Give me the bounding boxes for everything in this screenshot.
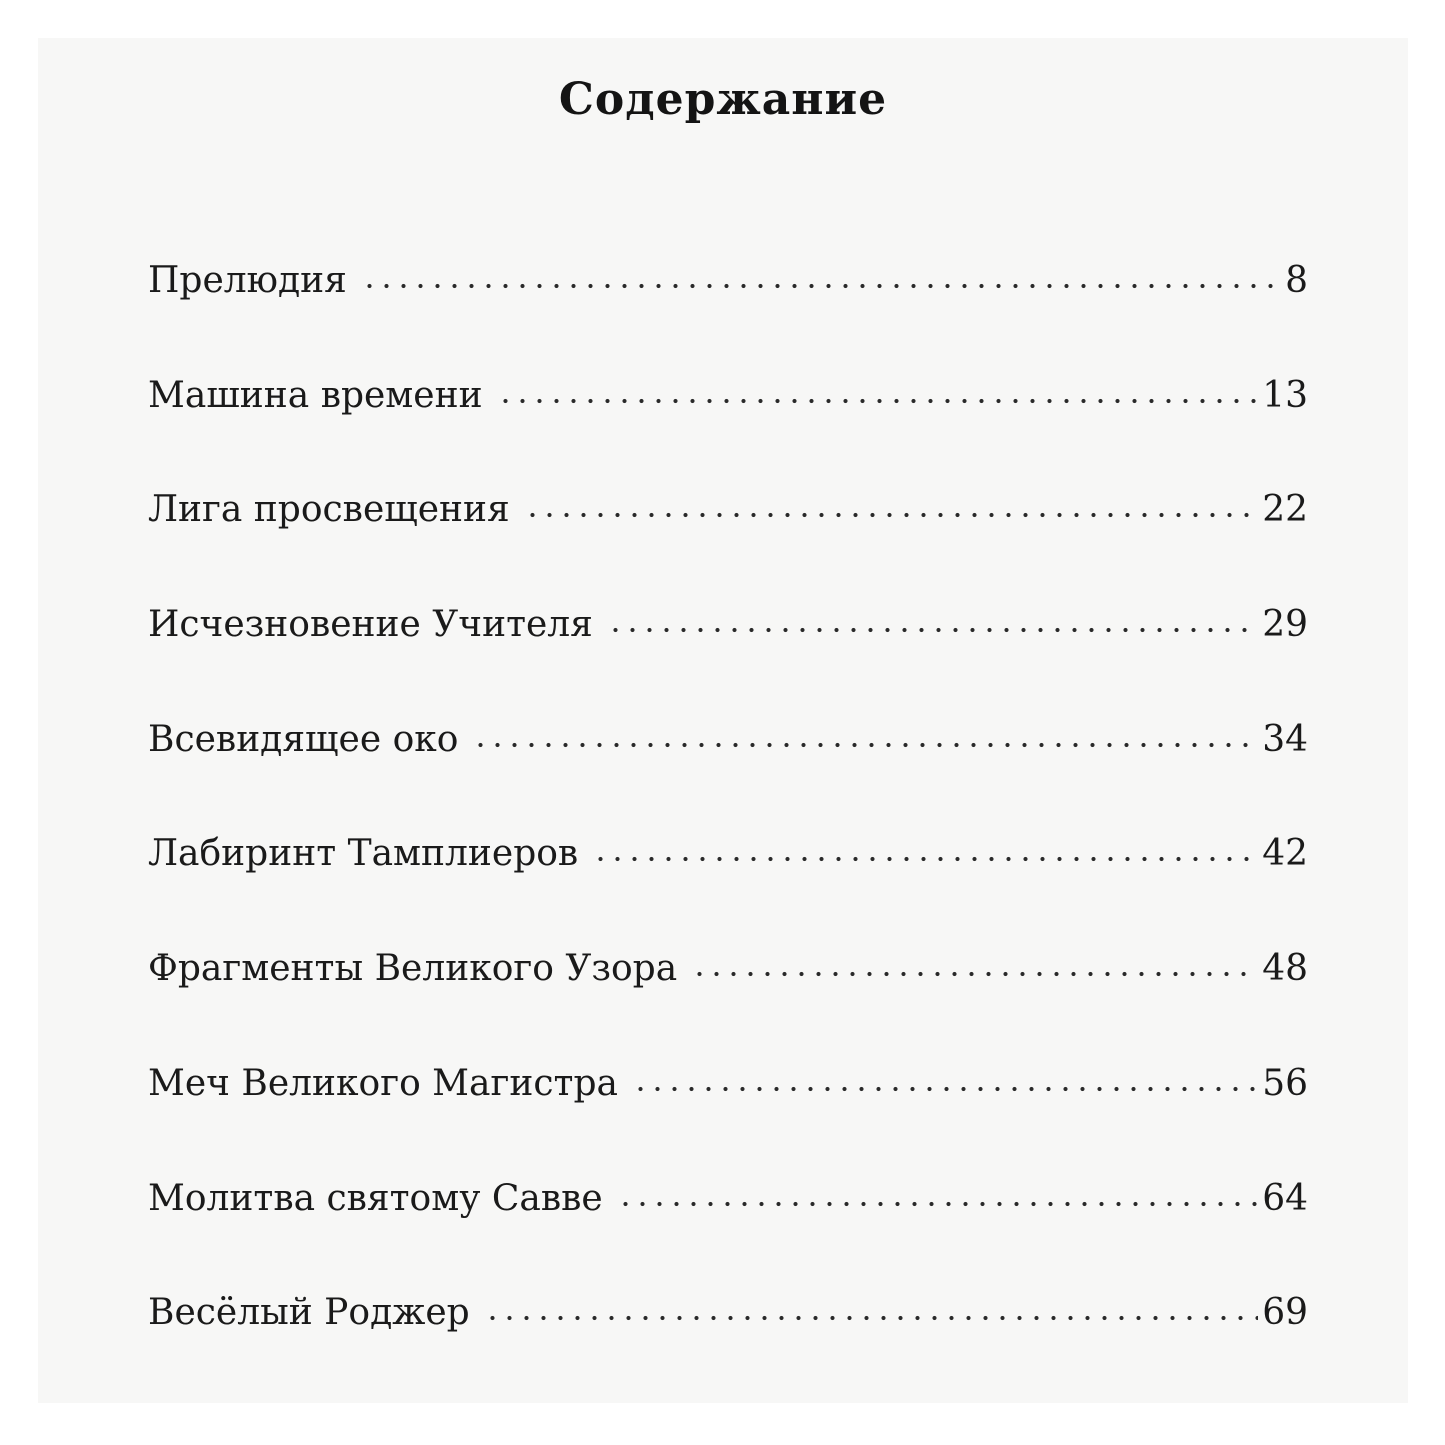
toc-entry-title: Машина времени: [148, 374, 483, 416]
toc-entry: [148, 948, 1308, 1063]
toc-entry-title: Прелюдия: [148, 260, 347, 301]
dot-leader: [607, 627, 1258, 633]
toc-entry-title: Лига просвещения: [148, 489, 510, 531]
toc-entry: [148, 719, 1308, 834]
toc-entry-page: 48: [1262, 948, 1308, 990]
table-of-contents: [148, 260, 1308, 1407]
toc-entry: [148, 1292, 1308, 1407]
toc-entry: [148, 375, 1308, 490]
dot-leader: [361, 283, 1281, 289]
toc-entry: [148, 1178, 1308, 1293]
toc-entry-page: 13: [1262, 374, 1308, 416]
toc-entry-page: 42: [1262, 833, 1308, 875]
toc-entry-title: Фрагменты Великого Узора: [148, 948, 678, 990]
toc-entry-page: 29: [1262, 604, 1308, 646]
toc-entry-title: Молитва святому Савве: [148, 1177, 603, 1219]
dot-leader: [484, 1315, 1258, 1321]
toc-entry-page: 8: [1285, 260, 1308, 301]
toc-entry-title: Меч Великого Магистра: [148, 1062, 618, 1104]
dot-leader: [617, 1201, 1258, 1207]
toc-entry: [148, 604, 1308, 719]
toc-entry-page: 69: [1262, 1292, 1308, 1334]
dot-leader: [691, 971, 1258, 977]
dot-leader: [592, 856, 1258, 862]
toc-entry-title: Лабиринт Тамплиеров: [148, 833, 579, 875]
toc-entry: [148, 1063, 1308, 1178]
page-title: Содержание: [558, 74, 888, 125]
dot-leader: [524, 512, 1258, 518]
toc-entry-page: 22: [1262, 489, 1308, 531]
toc-entry: [148, 833, 1308, 948]
toc-entry-title: Весёлый Роджер: [148, 1292, 470, 1334]
toc-entry-page: 64: [1262, 1177, 1308, 1219]
toc-entry: [148, 260, 1308, 375]
dot-leader: [632, 1086, 1258, 1092]
dot-leader: [497, 398, 1259, 404]
toc-entry-page: 56: [1262, 1062, 1308, 1104]
toc-entry-title: Всевидящее око: [148, 718, 459, 760]
toc-entry-page: 34: [1262, 718, 1308, 760]
toc-entry-title: Исчезновение Учителя: [148, 604, 593, 646]
toc-entry: [148, 489, 1308, 604]
dot-leader: [472, 742, 1258, 748]
book-page: [38, 38, 1408, 1403]
